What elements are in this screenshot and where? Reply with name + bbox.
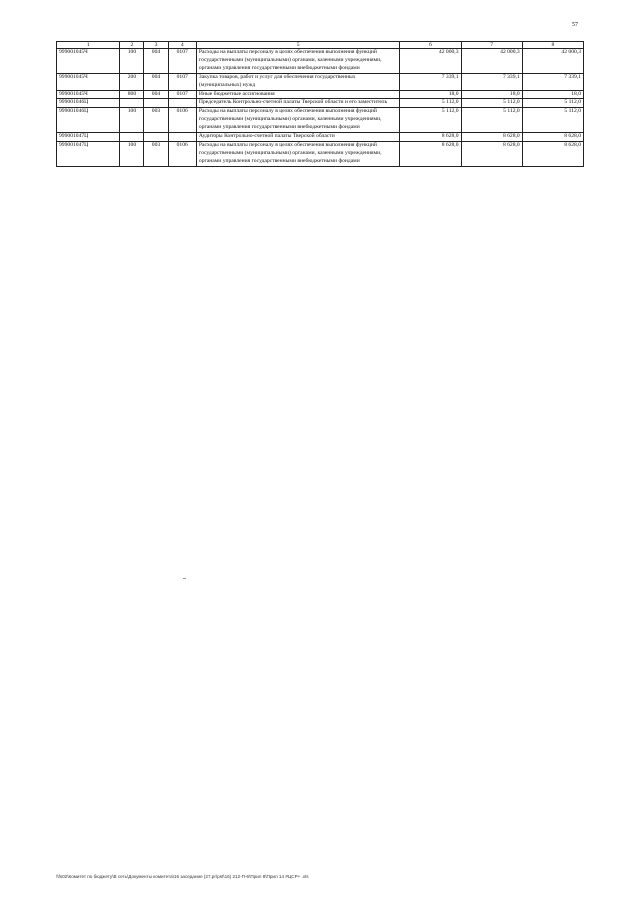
cell-subsection (168, 99, 196, 108)
cell-amount-1: 8 628,0 (400, 133, 461, 142)
cell-amount-2: 8 628,0 (461, 133, 522, 142)
table-body (57, 49, 584, 167)
page-number: 57 (572, 22, 578, 28)
cell-amount-2: 18,0 (461, 90, 522, 99)
column-header-7: 7 (461, 42, 522, 49)
cell-amount-1: 5 112,0 (400, 108, 461, 133)
cell-amount-2: 7 339,1 (461, 73, 522, 90)
cell-name: Председатель Контрольно-счетной палаты Тверской области и его заместитель (196, 99, 399, 108)
cell-amount-2: 5 112,0 (461, 99, 522, 108)
cell-name: Иные бюджетные ассигнования (196, 90, 399, 99)
cell-section: 004 (144, 73, 168, 90)
cell-amount-3: 5 112,0 (522, 99, 583, 108)
column-header-3: 3 (144, 42, 168, 49)
cell-code: 999001045Ч (57, 49, 120, 74)
cell-amount-3: 18,0 (522, 90, 583, 99)
cell-amount-2: 5 112,0 (461, 108, 522, 133)
cell-amount-1: 42 000,3 (400, 49, 461, 74)
table-row (57, 90, 584, 99)
table-row (57, 49, 584, 74)
cell-section (144, 99, 168, 108)
cell-amount-2: 8 628,0 (461, 141, 522, 166)
cell-name: Расходы на выплаты персоналу в целях обеспечения выполнения функций государственными (муниципальными) органами, казенными учреждениями, органами управления государственными внебюджетными фондами (196, 108, 399, 133)
column-header-5: 5 (196, 42, 399, 49)
cell-amount-3: 5 112,0 (522, 108, 583, 133)
scan-speck (183, 578, 186, 579)
footer-file-path: \\fs02\Комитет по бюджету\В сеть\Документы комитета\16 заседание (27.pr\pst\16) 212-П-6\Прил 8\Прил 14 #ЦСР+ .xls (56, 874, 309, 879)
cell-expense-type (120, 99, 144, 108)
cell-section: 004 (144, 49, 168, 74)
cell-subsection: 0107 (168, 73, 196, 90)
cell-code: 999001047Ц (57, 133, 120, 142)
cell-expense-type (120, 133, 144, 142)
cell-name: Закупка товаров, работ и услуг для обеспечения государственных (муниципальных) нужд (196, 73, 399, 90)
cell-subsection: 0107 (168, 49, 196, 74)
column-header-8: 8 (522, 42, 583, 49)
cell-section (144, 133, 168, 142)
cell-amount-3: 42 000,3 (522, 49, 583, 74)
cell-code: 999001047Ц (57, 141, 120, 166)
cell-amount-3: 7 339,1 (522, 73, 583, 90)
cell-code: 999001045Ч (57, 90, 120, 99)
cell-amount-1: 7 339,1 (400, 73, 461, 90)
cell-subsection: 0107 (168, 90, 196, 99)
column-header-1: 1 (57, 42, 120, 49)
cell-section: 004 (144, 90, 168, 99)
cell-expense-type: 800 (120, 90, 144, 99)
cell-amount-1: 5 112,0 (400, 99, 461, 108)
cell-code: 999001045Ч (57, 73, 120, 90)
cell-section: 003 (144, 108, 168, 133)
cell-amount-3: 8 628,0 (522, 141, 583, 166)
cell-expense-type: 100 (120, 141, 144, 166)
budget-table (56, 41, 584, 167)
cell-expense-type: 100 (120, 49, 144, 74)
cell-name: Аудиторы Контрольно-счетной палаты Тверской области (196, 133, 399, 142)
cell-expense-type: 200 (120, 73, 144, 90)
cell-subsection: 0106 (168, 108, 196, 133)
cell-amount-1: 8 628,0 (400, 141, 461, 166)
cell-amount-2: 42 000,3 (461, 49, 522, 74)
table-row (57, 73, 584, 90)
cell-expense-type: 100 (120, 108, 144, 133)
cell-section: 003 (144, 141, 168, 166)
table-row (57, 108, 584, 133)
cell-name: Расходы на выплаты персоналу в целях обеспечения выполнения функций государственными (муниципальными) органами, казенными учреждениями, органами управления государственными внебюджетными фондами (196, 49, 399, 74)
cell-amount-1: 18,0 (400, 90, 461, 99)
cell-subsection: 0106 (168, 141, 196, 166)
cell-code: 999001046Ц (57, 99, 120, 108)
cell-subsection (168, 133, 196, 142)
table-row (57, 141, 584, 166)
column-header-4: 4 (168, 42, 196, 49)
column-header-2: 2 (120, 42, 144, 49)
cell-name: Расходы на выплаты персоналу в целях обеспечения выполнения функций государственными (муниципальными) органами, казенными учреждениями, органами управления государственными внебюджетными фондами (196, 141, 399, 166)
cell-code: 999001046Ц (57, 108, 120, 133)
table-header-row (57, 42, 584, 49)
cell-amount-3: 8 628,0 (522, 133, 583, 142)
column-header-6: 6 (400, 42, 461, 49)
table-row (57, 99, 584, 108)
table-row (57, 133, 584, 142)
